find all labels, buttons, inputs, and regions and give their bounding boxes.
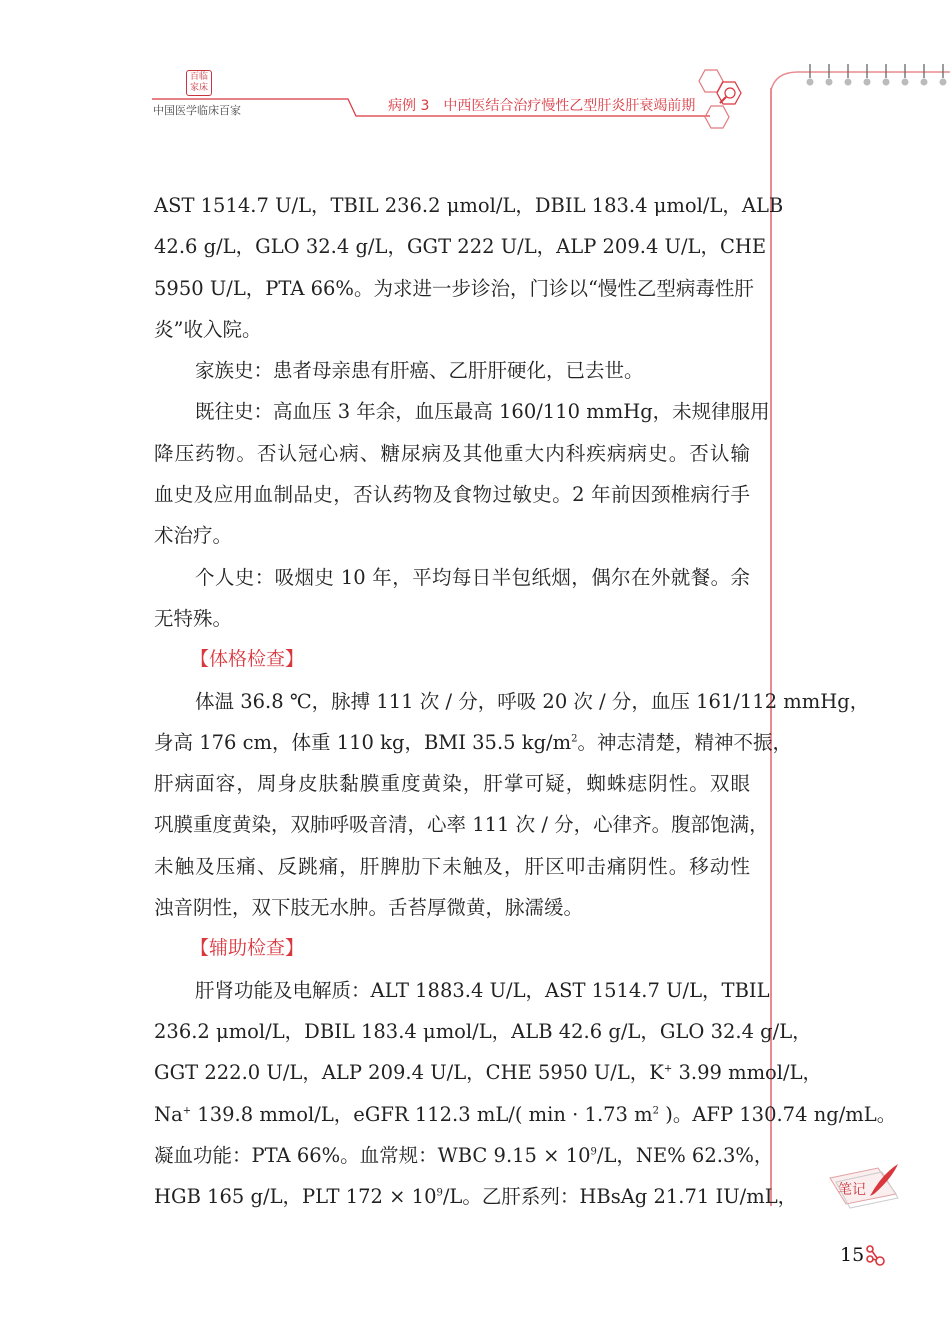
text-line xyxy=(154,1011,812,1052)
text-segment: 术治疗。 xyxy=(154,524,233,548)
text-line xyxy=(154,1052,823,1093)
text-segment: 体温 36.8 ℃，脉搏 111 次 / 分，呼吸 20 次 / 分，血压 161/112 mmHg， xyxy=(195,689,870,713)
text-line xyxy=(154,226,767,267)
case-label: 病例 3 xyxy=(388,98,430,114)
superscript: 9 xyxy=(436,1187,443,1199)
book-series-title: 中国医学临床百家 xyxy=(153,104,241,117)
superscript: 2 xyxy=(571,733,578,745)
text-segment: 炎”收入院。 xyxy=(154,317,262,341)
text-line xyxy=(154,350,750,391)
molecule-icon xyxy=(864,1244,888,1268)
superscript: 9 xyxy=(590,1146,597,1158)
section-heading xyxy=(154,639,750,680)
text-line xyxy=(154,1094,897,1135)
text-segment: 【体格检查】 xyxy=(190,648,305,671)
text-segment: 肝病面容，周身皮肤黏膜重度黄染，肝掌可疑，蜘蛛痣阴性。双眼 xyxy=(154,772,750,796)
text-segment: Na xyxy=(154,1102,183,1126)
text-segment: 血史及应用血制品史，否认药物及食物过敏史。2 年前因颈椎病行手 xyxy=(154,483,750,507)
text-line xyxy=(154,1135,774,1176)
text-line xyxy=(154,515,750,556)
text-segment: 肝肾功能及电解质：ALT 1883.4 U/L，AST 1514.7 U/L，TBIL xyxy=(195,978,770,1002)
notes-icon xyxy=(826,1160,902,1214)
text-segment: 未触及压痛、反跳痛，肝脾肋下未触及，肝区叩击痛阴性。移动性 xyxy=(154,854,750,878)
notes-label: 笔记 xyxy=(838,1182,866,1198)
text-segment: 3.99 mmol/L， xyxy=(672,1061,823,1085)
text-line xyxy=(154,1176,798,1217)
superscript: 2 xyxy=(652,1105,660,1117)
text-segment: 无特殊。 xyxy=(154,606,233,630)
text-segment: HGB 165 g/L，PLT 172 × 10 xyxy=(154,1185,437,1209)
text-line xyxy=(154,185,784,226)
section-heading xyxy=(154,928,750,969)
text-segment: )。AFP 130.74 ng/mL。 xyxy=(659,1102,897,1126)
text-segment: 个人史：吸烟史 10 年，平均每日半包纸烟，偶尔在外就餐。余 xyxy=(195,565,750,589)
text-segment: 139.8 mmol/L，eGFR 112.3 mL/( min · 1.73 m xyxy=(191,1102,653,1126)
text-segment: 236.2 μmol/L，DBIL 183.4 μmol/L，ALB 42.6 g/L，GLO 32.4 g/L， xyxy=(154,1019,812,1043)
text-segment: 42.6 g/L，GLO 32.4 g/L，GGT 222 U/L，ALP 209.4 U/L，CHE xyxy=(154,235,767,259)
text-segment: 降压药物。否认冠心病、糖尿病及其他重大内科疾病病史。否认输 xyxy=(154,441,750,465)
chapter-title xyxy=(388,95,695,115)
page-number: 15 xyxy=(840,1244,865,1266)
text-line xyxy=(154,268,754,309)
text-line xyxy=(154,804,769,845)
text-segment: GGT 222.0 U/L，ALP 209.4 U/L，CHE 5950 U/L，K xyxy=(154,1061,664,1085)
text-line xyxy=(154,722,793,763)
text-segment: /L，NE% 62.3%， xyxy=(596,1143,774,1167)
hexagon-magnifier-icon xyxy=(693,68,753,132)
superscript: + xyxy=(182,1105,192,1117)
text-segment: 【辅助检查】 xyxy=(190,937,305,960)
text-segment: 5950 U/L，PTA 66%。为求进一步诊治，门诊以“慢性乙型病毒性肝 xyxy=(154,276,754,300)
text-segment: 身高 176 cm，体重 110 kg，BMI 35.5 kg/m xyxy=(154,730,572,754)
text-line xyxy=(154,763,750,804)
text-segment: 家族史：患者母亲患有肝癌、乙肝肝硬化，已去世。 xyxy=(195,359,644,383)
text-segment: AST 1514.7 U/L，TBIL 236.2 μmol/L，DBIL 183.4 μmol/L，ALB xyxy=(154,194,784,217)
notebook-rings xyxy=(770,60,950,100)
chapter-title-text: 中西医结合治疗慢性乙型肝炎肝衰竭前期 xyxy=(443,98,696,114)
text-line xyxy=(154,309,750,350)
text-line xyxy=(154,887,750,928)
text-line xyxy=(154,598,750,639)
superscript: + xyxy=(663,1063,673,1075)
text-line xyxy=(154,391,770,432)
text-line xyxy=(154,681,870,722)
text-segment: 巩膜重度黄染，双肺呼吸音清，心率 111 次 / 分，心律齐。腹部饱满， xyxy=(154,813,769,837)
text-segment: 浊音阴性，双下肢无水肿。舌苔厚微黄，脉濡缓。 xyxy=(154,896,584,920)
text-segment: 凝血功能：PTA 66%。血常规：WBC 9.15 × 10 xyxy=(154,1143,591,1167)
text-line xyxy=(154,474,750,515)
text-line xyxy=(154,433,750,474)
text-segment: 既往史：高血压 3 年余，血压最高 160/110 mmHg，未规律服用 xyxy=(195,400,770,424)
seal-logo xyxy=(186,70,212,96)
text-line xyxy=(154,970,770,1011)
text-line xyxy=(154,846,750,887)
text-segment: 。神志清楚，精神不振， xyxy=(577,730,793,754)
text-segment: /L。乙肝系列：HBsAg 21.71 IU/mL， xyxy=(442,1185,798,1209)
seal-text: 百临家床 xyxy=(189,72,208,93)
text-line xyxy=(154,557,750,598)
